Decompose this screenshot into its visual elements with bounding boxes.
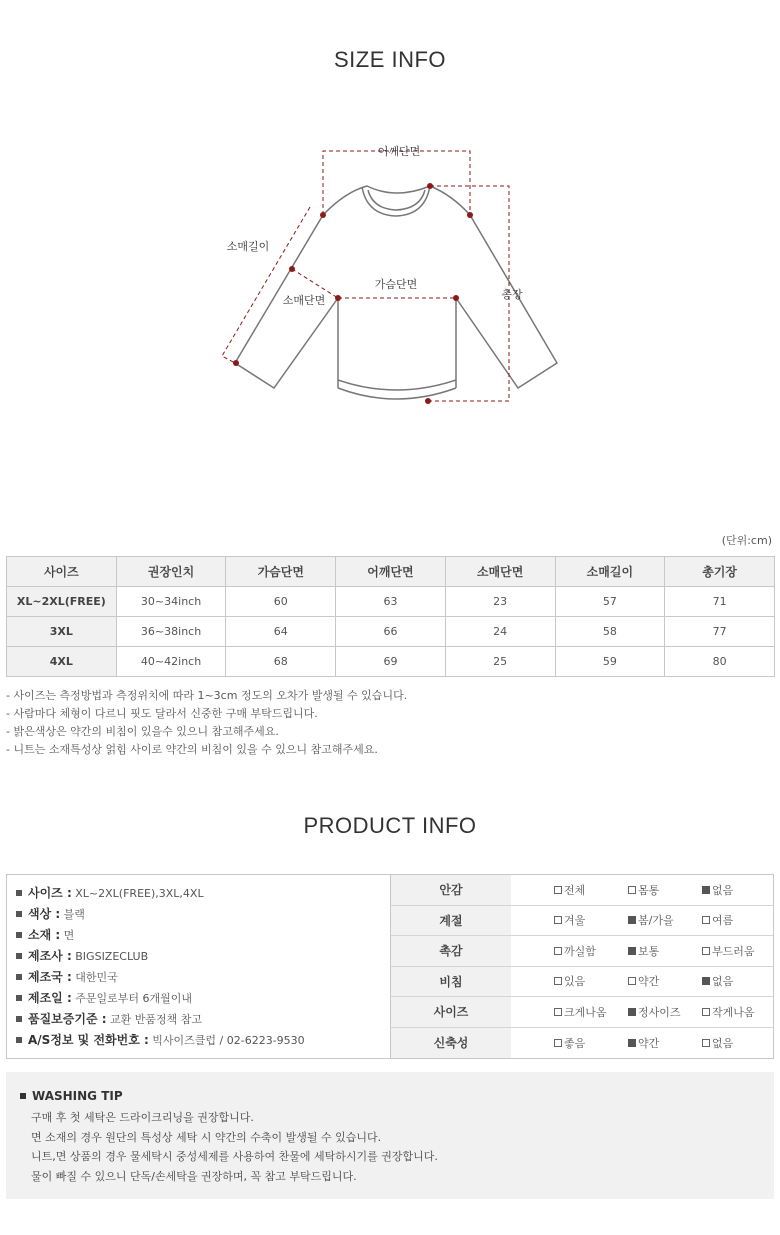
chest-right-point <box>453 295 459 301</box>
measurement-lines <box>222 151 509 401</box>
table-cell: 36~38inch <box>116 617 226 647</box>
washing-tip-title: WASHING TIP <box>32 1089 123 1103</box>
label-total-length: 총장 <box>501 288 523 301</box>
attribute-option <box>628 875 659 905</box>
checkbox-icon <box>628 977 636 985</box>
note-line: - 니트는 소재특성상 얽힘 사이로 약간의 비침이 있을 수 있으니 참고해주세요. <box>6 743 378 756</box>
option-label: 전체 <box>564 883 586 897</box>
checked-box-icon <box>628 1039 636 1047</box>
washing-tip-lines <box>31 1108 438 1186</box>
header-cell: 소매단면 <box>445 557 555 587</box>
attribute-name: 안감 <box>391 875 511 905</box>
table-cell: 63 <box>336 587 446 617</box>
shoulder-left-point <box>320 212 326 218</box>
product-details <box>7 875 391 1058</box>
detail-value: 주문일로부터 6개월이내 <box>75 992 193 1005</box>
checked-box-icon <box>628 916 636 924</box>
detail-label: 색상 : <box>28 907 61 921</box>
table-cell: 25 <box>445 647 555 677</box>
option-label: 여름 <box>712 914 734 928</box>
detail-item <box>7 988 390 1009</box>
table-row <box>7 587 775 617</box>
attribute-option <box>702 997 755 1027</box>
attribute-option <box>628 906 674 936</box>
cuff-point <box>233 360 239 366</box>
measurement-points <box>233 183 473 404</box>
table-cell: 24 <box>445 617 555 647</box>
attribute-option <box>628 967 659 997</box>
attribute-row <box>391 967 773 998</box>
header-cell: 소매길이 <box>555 557 665 587</box>
attribute-option <box>554 1028 585 1059</box>
label-sleeve-length: 소매길이 <box>226 240 270 253</box>
checked-box-icon <box>702 886 710 894</box>
checkbox-icon <box>628 886 636 894</box>
checkbox-icon <box>702 916 710 924</box>
size-table-header <box>7 557 775 587</box>
option-label: 몸통 <box>638 883 660 897</box>
detail-value: XL~2XL(FREE),3XL,4XL <box>75 887 204 900</box>
table-cell: 4XL <box>7 647 117 677</box>
header-cell: 가슴단면 <box>226 557 336 587</box>
table-cell: 68 <box>226 647 336 677</box>
attribute-row <box>391 936 773 967</box>
garment-measurement-diagram <box>0 130 780 430</box>
attribute-option <box>628 936 659 966</box>
label-chest: 가슴단면 <box>374 278 418 291</box>
option-label: 없음 <box>712 975 734 989</box>
attribute-row <box>391 906 773 937</box>
option-label: 약간 <box>638 975 660 989</box>
attribute-option <box>554 936 596 966</box>
table-cell: 23 <box>445 587 555 617</box>
size-notes <box>6 687 407 759</box>
detail-value: 교환 반품정책 참고 <box>110 1013 203 1026</box>
table-row <box>7 647 775 677</box>
attribute-row <box>391 997 773 1028</box>
option-label: 까실함 <box>564 944 596 958</box>
note-line: - 밝은색상은 약간의 비침이 있을수 있으니 참고해주세요. <box>6 725 279 738</box>
product-info-title: PRODUCT INFO <box>303 813 477 838</box>
attribute-option <box>554 997 607 1027</box>
header-cell: 어깨단면 <box>336 557 446 587</box>
checkbox-icon <box>554 1008 562 1016</box>
option-label: 약간 <box>638 1036 660 1050</box>
header-cell: 권장인치 <box>116 557 226 587</box>
option-label: 부드러움 <box>712 944 755 958</box>
detail-item <box>7 904 390 925</box>
washing-tip-line: 니트,면 상품의 경우 물세탁시 중성세제를 사용하여 찬물에 세탁하시기를 권장합니다. <box>31 1150 438 1163</box>
option-label: 봄/가을 <box>638 914 674 928</box>
unit-label: (단위:cm) <box>721 534 772 547</box>
washing-tip-heading <box>20 1089 123 1103</box>
detail-value: 면 <box>63 929 75 942</box>
washing-tip-line: 물이 빠질 수 있으니 단독/손세탁을 권장하며, 꼭 참고 부탁드립니다. <box>31 1169 357 1183</box>
option-label: 정사이즈 <box>638 1005 681 1019</box>
detail-item <box>7 967 390 988</box>
detail-label: 제조국 : <box>28 970 72 984</box>
attribute-option <box>554 875 585 905</box>
detail-value: 블랙 <box>63 908 85 921</box>
attribute-row <box>391 1028 773 1059</box>
attribute-option <box>702 906 733 936</box>
table-cell: 71 <box>665 587 775 617</box>
table-cell: 66 <box>336 617 446 647</box>
attribute-option <box>628 997 681 1027</box>
checkbox-icon <box>554 947 562 955</box>
detail-value: 빅사이즈클럽 / 02-6223-9530 <box>152 1034 305 1047</box>
option-label: 없음 <box>712 1036 734 1050</box>
option-label: 겨울 <box>564 914 586 928</box>
label-shoulder: 어깨단면 <box>377 145 421 158</box>
attribute-name: 비침 <box>391 967 511 997</box>
detail-label: 제조일 : <box>28 991 72 1005</box>
attribute-name: 계절 <box>391 906 511 936</box>
table-cell: 64 <box>226 617 336 647</box>
chest-left-point <box>335 295 341 301</box>
detail-label: 사이즈 : <box>28 886 72 900</box>
attribute-option <box>702 1028 733 1059</box>
product-info-box <box>6 874 774 1059</box>
washing-tip-line: 구매 후 첫 세탁은 드라이크리닝을 권장합니다. <box>31 1111 254 1124</box>
attribute-name: 촉감 <box>391 936 511 966</box>
attribute-option <box>702 936 755 966</box>
checkbox-icon <box>554 916 562 924</box>
checked-box-icon <box>702 977 710 985</box>
table-row <box>7 617 775 647</box>
attribute-name: 사이즈 <box>391 997 511 1027</box>
detail-label: A/S정보 및 전화번호 : <box>28 1033 149 1047</box>
product-attributes <box>391 875 773 1058</box>
hem-point <box>425 398 431 404</box>
option-label: 없음 <box>712 883 734 897</box>
checkbox-icon <box>554 1039 562 1047</box>
attribute-option <box>554 967 585 997</box>
detail-item <box>7 925 390 946</box>
note-line: - 사이즈는 측정방법과 측정위치에 따라 1~3cm 정도의 오차가 발생될 수 있습니다. <box>6 689 408 702</box>
detail-value: BIGSIZECLUB <box>75 950 149 963</box>
attribute-option <box>702 967 733 997</box>
neck-point <box>427 183 433 189</box>
option-label: 좋음 <box>564 1036 586 1050</box>
washing-tip-line: 면 소재의 경우 원단의 특성상 세탁 시 약간의 수축이 발생될 수 있습니다. <box>31 1130 382 1144</box>
size-info-title: SIZE INFO <box>333 47 447 72</box>
checkbox-icon <box>702 1039 710 1047</box>
detail-item <box>7 946 390 967</box>
table-cell: 59 <box>555 647 665 677</box>
header-cell: 총기장 <box>665 557 775 587</box>
checked-box-icon <box>628 947 636 955</box>
table-cell: 60 <box>226 587 336 617</box>
note-line: - 사람마다 체형이 다르니 핏도 달라서 신중한 구매 부탁드립니다. <box>6 707 318 720</box>
table-cell: 58 <box>555 617 665 647</box>
table-cell: 40~42inch <box>116 647 226 677</box>
attribute-option <box>702 875 733 905</box>
attribute-option <box>628 1028 659 1059</box>
checked-box-icon <box>628 1008 636 1016</box>
checkbox-icon <box>554 977 562 985</box>
table-cell: 30~34inch <box>116 587 226 617</box>
label-sleeve-width: 소매단면 <box>282 294 326 307</box>
attribute-option <box>554 906 585 936</box>
checkbox-icon <box>702 947 710 955</box>
option-label: 크게나옴 <box>564 1005 607 1019</box>
washing-tip-box <box>6 1072 774 1199</box>
table-cell: 77 <box>665 617 775 647</box>
detail-item <box>7 1030 390 1051</box>
table-cell: XL~2XL(FREE) <box>7 587 117 617</box>
checkbox-icon <box>702 1008 710 1016</box>
detail-label: 소재 : <box>28 928 61 942</box>
attribute-name: 신축성 <box>391 1028 511 1059</box>
header-cell: 사이즈 <box>7 557 117 587</box>
option-label: 있음 <box>564 975 586 989</box>
table-cell: 57 <box>555 587 665 617</box>
table-cell: 3XL <box>7 617 117 647</box>
detail-label: 품질보증기준 : <box>28 1012 107 1026</box>
sleeve-width-point <box>289 266 295 272</box>
detail-item <box>7 883 390 904</box>
shoulder-right-point <box>467 212 473 218</box>
detail-label: 제조사 : <box>28 949 72 963</box>
detail-item <box>7 1009 390 1030</box>
table-cell: 80 <box>665 647 775 677</box>
option-label: 보통 <box>638 944 660 958</box>
attribute-row <box>391 875 773 906</box>
detail-value: 대한민국 <box>75 971 118 984</box>
checkbox-icon <box>554 886 562 894</box>
size-table <box>6 556 775 677</box>
table-cell: 69 <box>336 647 446 677</box>
option-label: 작게나옴 <box>712 1005 755 1019</box>
